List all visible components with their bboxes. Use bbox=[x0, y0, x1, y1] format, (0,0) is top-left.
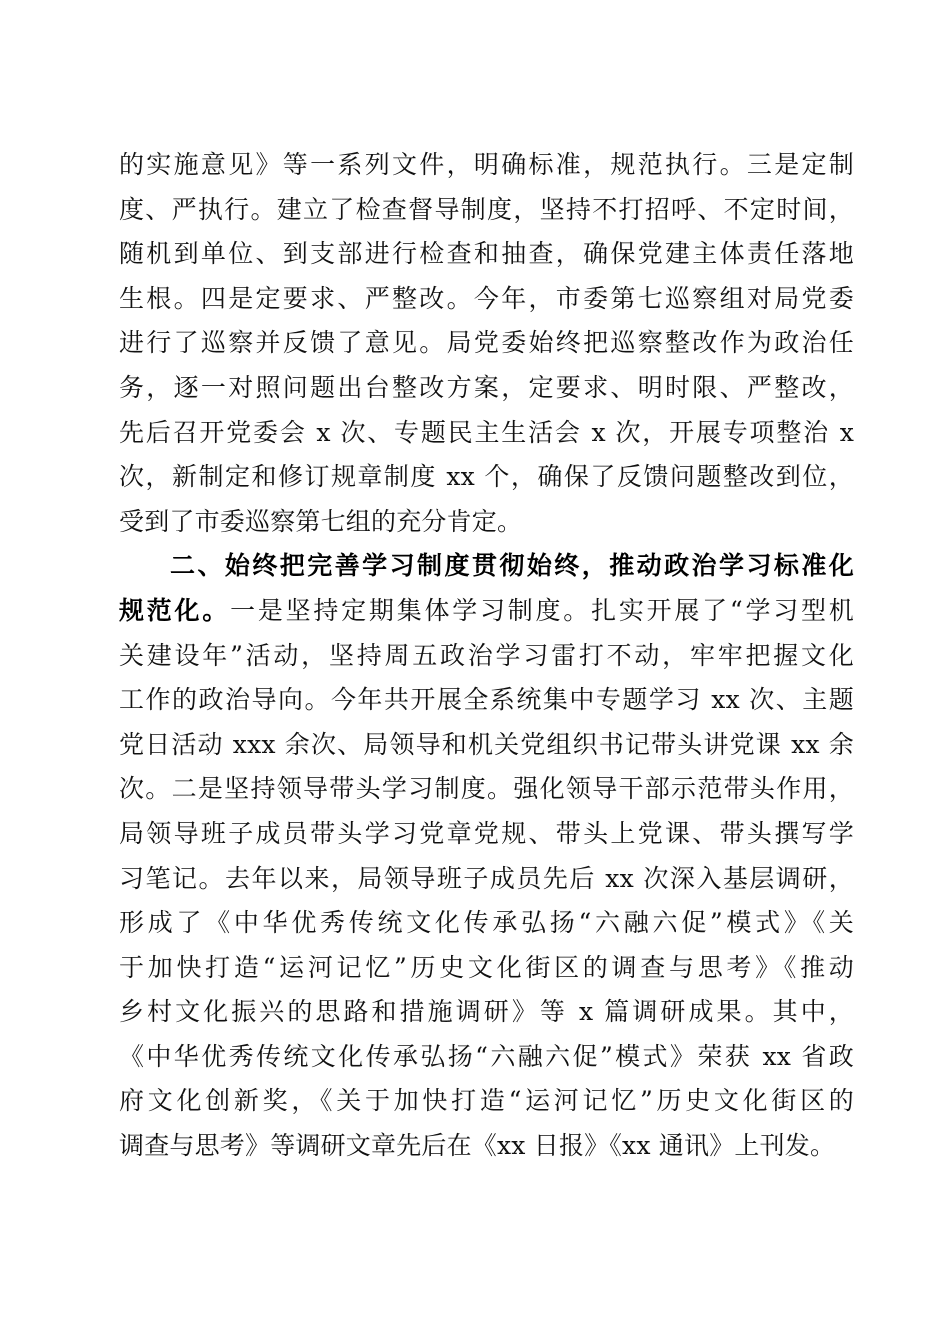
text-run: 一是坚持定期集体学习制度。扎实开展了“学习型机 bbox=[230, 595, 854, 625]
text-line: 进行了巡察并反馈了意见。局党委始终把巡察整改作为政治任 bbox=[119, 328, 854, 358]
text-line-last: 调查与思考》等调研文章先后在《xx 日报》《xx 通讯》上刊发。 bbox=[119, 1131, 836, 1161]
text-line: 的实施意见》等一系列文件，明确标准，规范执行。三是定制 bbox=[119, 150, 854, 179]
text-line-last: 受到了市委巡察第七组的充分肯定。 bbox=[119, 506, 523, 536]
section-heading-end: 规范化。 bbox=[119, 595, 231, 625]
text-line: 次，新制定和修订规章制度 xx 个，确保了反馈问题整改到位， bbox=[119, 462, 854, 492]
section-heading: 二、始终把完善学习制度贯彻始终，推动政治学习标准化 bbox=[170, 551, 854, 581]
document-body bbox=[119, 143, 854, 1169]
text-line: 次。二是坚持领导带头学习制度。强化领导干部示范带头作用， bbox=[119, 774, 854, 804]
text-line: 府文化创新奖，《关于加快打造“运河记忆”历史文化街区的 bbox=[119, 1086, 854, 1116]
text-line: 关建设年”活动，坚持周五政治学习雷打不动，牢牢把握文化 bbox=[119, 640, 854, 670]
paragraph-2 bbox=[119, 544, 854, 1168]
text-line: 党日活动 xxx 余次、局领导和机关党组织书记带头讲党课 xx 余 bbox=[119, 729, 854, 759]
text-line: 随机到单位、到支部进行检查和抽查，确保党建主体责任落地 bbox=[119, 239, 854, 269]
text-line: 习笔记。去年以来，局领导班子成员先后 xx 次深入基层调研， bbox=[119, 863, 854, 893]
heading-continuation-line bbox=[119, 589, 854, 634]
text-line: 度、严执行。建立了检查督导制度，坚持不打招呼、不定时间， bbox=[119, 194, 854, 224]
text-line: 生根。四是定要求、严整改。今年，市委第七巡察组对局党委 bbox=[119, 283, 854, 313]
text-line: 务，逐一对照问题出台整改方案，定要求、明时限、严整改， bbox=[119, 372, 854, 402]
text-line: 乡村文化振兴的思路和措施调研》等 x 篇调研成果。其中， bbox=[119, 997, 854, 1027]
text-line: 局领导班子成员带头学习党章党规、带头上党课、带头撰写学 bbox=[119, 818, 854, 848]
text-line: 《中华优秀传统文化传承弘扬“六融六促”模式》荣获 xx 省政 bbox=[119, 1041, 854, 1071]
text-line: 先后召开党委会 x 次、专题民主生活会 x 次，开展专项整治 x bbox=[119, 417, 854, 447]
paragraph-1 bbox=[119, 143, 854, 544]
text-line: 工作的政治导向。今年共开展全系统集中专题学习 xx 次、主题 bbox=[119, 685, 854, 715]
text-line: 形成了《中华优秀传统文化传承弘扬“六融六促”模式》《关 bbox=[119, 908, 854, 938]
text-line: 于加快打造“运河记忆”历史文化街区的调查与思考》《推动 bbox=[119, 952, 854, 982]
